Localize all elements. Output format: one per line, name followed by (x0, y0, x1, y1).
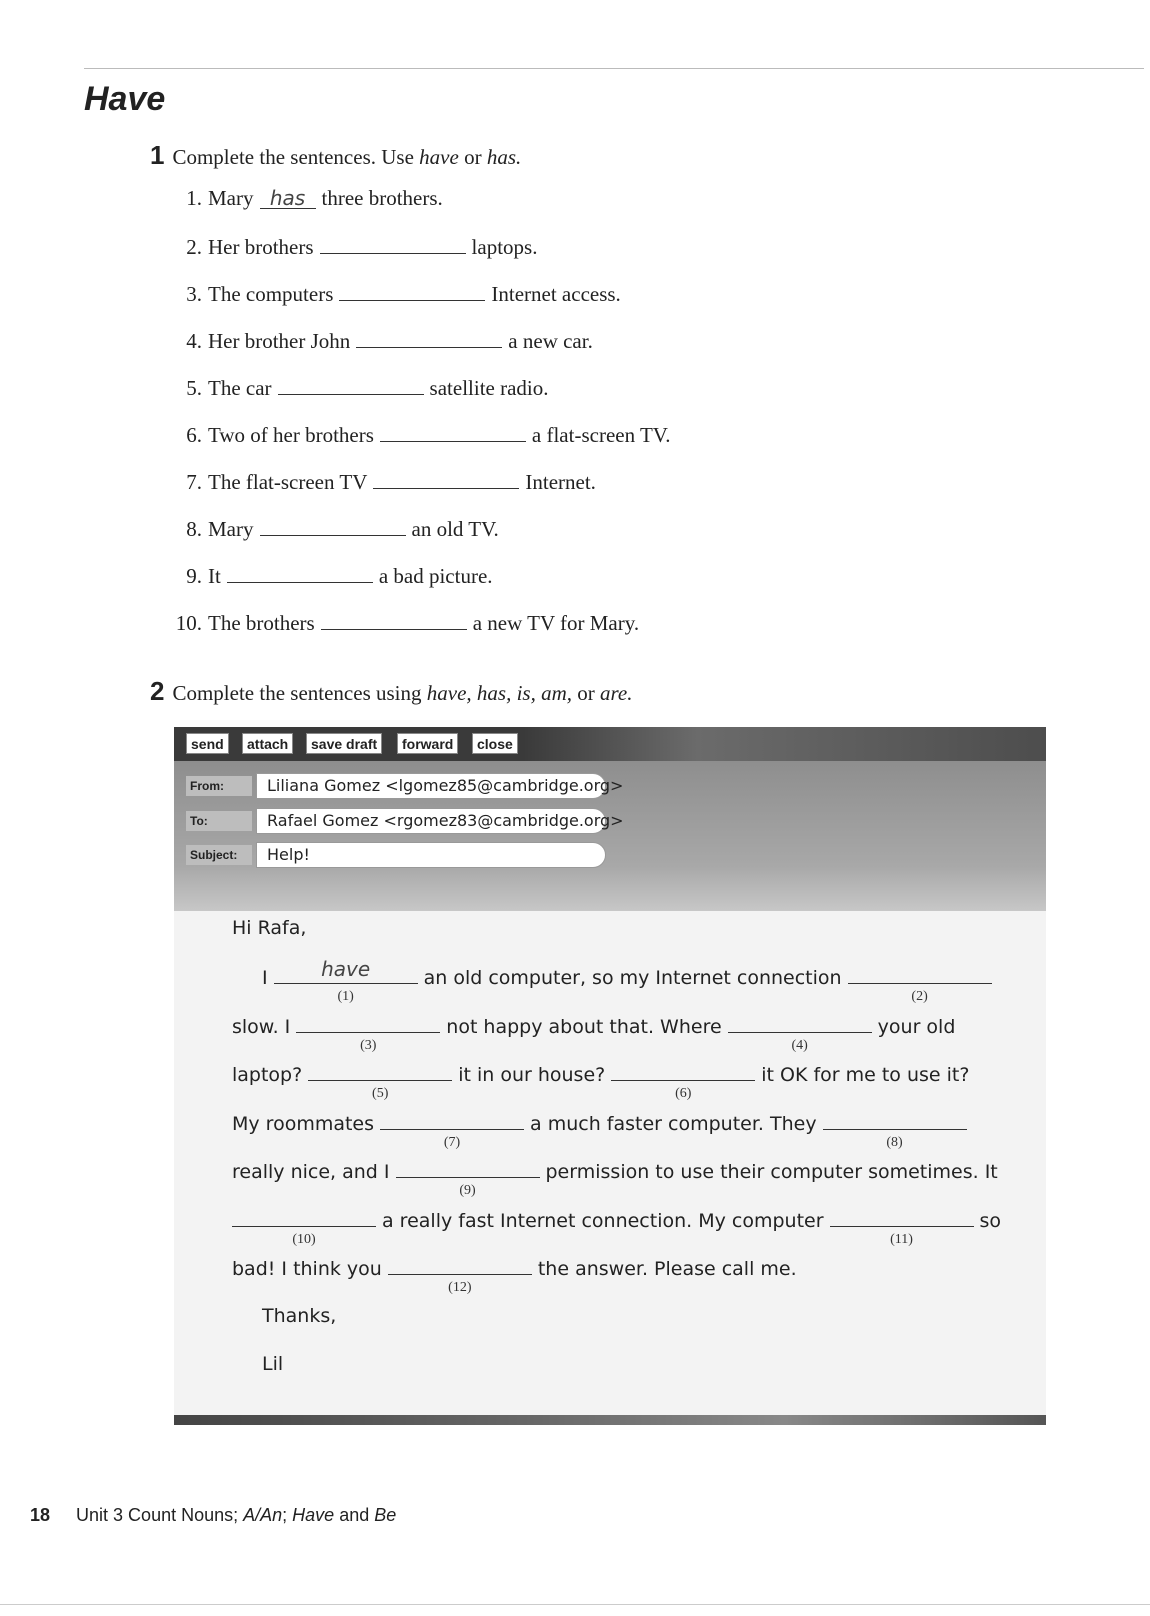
item-text: Her brother John (208, 329, 351, 353)
body-text: the answer. Please call me. (537, 1258, 797, 1280)
blank-label: (11) (890, 1232, 913, 1247)
body-line-5 (232, 1159, 998, 1198)
body-text: bad! I think you (232, 1258, 382, 1280)
item-text: The car (208, 376, 272, 400)
item-text: Mary (208, 186, 254, 210)
body-line-3 (232, 1062, 970, 1101)
item-text: satellite radio. (429, 376, 549, 400)
top-rule (84, 68, 1144, 69)
blank-label: (4) (791, 1038, 808, 1053)
blank-label: (12) (448, 1280, 472, 1295)
list-item (168, 233, 671, 280)
list-item (168, 515, 671, 562)
to-field[interactable]: Rafael Gomez <rgomez83@cambridge.org> (256, 808, 606, 834)
exercise-number: 2 (150, 676, 165, 706)
answer-blank[interactable] (728, 1014, 872, 1053)
item-number: 3. (186, 282, 202, 306)
closing: Thanks, (262, 1305, 337, 1327)
list-item (168, 609, 671, 656)
subject-label: Subject: (186, 845, 252, 865)
page-number: 18 (30, 1505, 51, 1525)
body-text: a really fast Internet connection. My computer (382, 1210, 824, 1232)
item-text: a flat-screen TV. (531, 423, 671, 447)
email-window (174, 727, 1046, 1425)
exercise-2-instruction (150, 676, 632, 707)
exercise-number: 1 (150, 140, 165, 170)
unit-title-italic: Be (374, 1505, 397, 1525)
exercise-1-list (168, 186, 671, 656)
blank-label: (1) (337, 989, 354, 1004)
body-text: your old (877, 1016, 956, 1038)
instruction-word-have: have (419, 145, 459, 169)
list-item (168, 280, 671, 327)
item-text: an old TV. (411, 517, 499, 541)
answer-blank[interactable] (308, 1062, 452, 1101)
unit-title-italic: A/An (243, 1505, 283, 1525)
close-button[interactable]: close (472, 733, 518, 754)
email-toolbar (174, 727, 1046, 761)
answer-blank[interactable] (380, 1111, 524, 1150)
answer-blank[interactable] (227, 562, 373, 583)
item-number: 5. (186, 376, 202, 400)
item-text: The computers (208, 282, 334, 306)
instruction-word-has: has. (486, 145, 522, 169)
body-line-1 (262, 957, 998, 1004)
item-number: 2. (186, 235, 202, 259)
item-text: Internet access. (491, 282, 621, 306)
signature: Lil (262, 1353, 284, 1375)
attach-button[interactable]: attach (242, 733, 293, 754)
body-text: it in our house? (458, 1064, 606, 1086)
item-text: three brothers. (321, 186, 443, 210)
body-text: really nice, and I (232, 1161, 390, 1183)
answer-blank[interactable] (339, 280, 485, 301)
unit-title-italic: Have (292, 1505, 335, 1525)
answer-blank[interactable] (823, 1111, 967, 1150)
item-number: 9. (186, 564, 202, 588)
item-text: Her brothers (208, 235, 314, 259)
to-label: To: (186, 811, 252, 831)
answer-blank[interactable] (830, 1208, 974, 1247)
answer-blank[interactable] (274, 957, 418, 1004)
body-text: My roommates (232, 1113, 375, 1135)
instruction-text: Complete the sentences using (172, 681, 427, 705)
item-text: Two of her brothers (208, 423, 374, 447)
greeting: Hi Rafa, (232, 917, 307, 939)
instruction-words: have, has, is, am, (426, 681, 572, 705)
unit-title: and (334, 1505, 375, 1525)
body-text: laptop? (232, 1064, 303, 1086)
answer-blank[interactable] (296, 1014, 440, 1053)
answer-blank[interactable] (278, 374, 424, 395)
list-item (168, 186, 671, 233)
body-text: permission to use their computer sometimes. It (545, 1161, 998, 1183)
answer-blank[interactable] (388, 1256, 532, 1295)
item-number: 1. (186, 186, 202, 210)
item-number: 10. (175, 611, 202, 635)
answer-blank[interactable] (396, 1159, 540, 1198)
body-text: I (262, 967, 268, 989)
instruction-word-are: are. (600, 681, 633, 705)
answer-blank[interactable] (232, 1208, 376, 1247)
body-line-2 (232, 1014, 956, 1053)
unit-title: Unit 3 Count Nouns; (76, 1505, 244, 1525)
page-footer (30, 1505, 396, 1526)
item-text: Internet. (525, 470, 596, 494)
blank-label: (7) (443, 1135, 461, 1150)
bottom-rule (0, 1604, 1150, 1605)
unit-title: ; (282, 1505, 293, 1525)
subject-field[interactable]: Help! (256, 842, 606, 868)
forward-button[interactable]: forward (397, 733, 458, 754)
from-label: From: (186, 776, 252, 796)
instruction-text: or (458, 145, 487, 169)
body-text: not happy about that. Where (446, 1016, 722, 1038)
list-item (168, 421, 671, 468)
from-field[interactable]: Liliana Gomez <lgomez85@cambridge.org> (256, 773, 606, 799)
list-item (168, 374, 671, 421)
item-text: laptops. (471, 235, 538, 259)
body-text: it OK for me to use it? (761, 1064, 970, 1086)
body-line-7 (232, 1256, 797, 1295)
blank-label: (2) (911, 989, 928, 1004)
email-header (174, 761, 1046, 911)
item-number: 6. (186, 423, 202, 447)
answer-text: have (321, 957, 371, 981)
answer-blank[interactable] (380, 421, 526, 442)
item-text: a new TV for Mary. (472, 611, 640, 635)
list-item (168, 562, 671, 609)
blank-label: (3) (360, 1038, 377, 1053)
answer-blank[interactable] (356, 327, 502, 348)
item-text: The flat-screen TV (208, 470, 368, 494)
instruction-text: Complete the sentences. Use (172, 145, 420, 169)
item-number: 7. (186, 470, 202, 494)
item-text: The brothers (208, 611, 315, 635)
body-text: an old computer, so my Internet connection (423, 967, 842, 989)
save-draft-button[interactable]: save draft (306, 733, 382, 754)
send-button[interactable]: send (186, 733, 229, 754)
item-number: 8. (186, 517, 202, 541)
body-text: slow. I (232, 1016, 291, 1038)
item-text: Mary (208, 517, 254, 541)
page-title: Have (84, 80, 166, 118)
answer-blank[interactable] (260, 515, 406, 536)
item-text: a bad picture. (378, 564, 493, 588)
body-line-6 (232, 1208, 1002, 1247)
body-line-4 (232, 1111, 973, 1150)
blank-label: (8) (886, 1135, 903, 1150)
blank-label: (10) (292, 1232, 316, 1247)
item-text: a new car. (508, 329, 593, 353)
blank-label: (5) (372, 1086, 389, 1101)
item-number: 4. (186, 329, 202, 353)
blank-label: (9) (459, 1183, 476, 1198)
answer-blank[interactable] (320, 233, 466, 254)
item-text: It (208, 564, 221, 588)
list-item (168, 468, 671, 515)
answer-blank[interactable]: has (260, 188, 316, 209)
instruction-text: or (572, 681, 600, 705)
body-text: so (979, 1210, 1002, 1232)
list-item (168, 327, 671, 374)
body-text: a much faster computer. They (530, 1113, 817, 1135)
exercise-1-instruction (150, 140, 521, 171)
blank-label: (6) (675, 1086, 692, 1101)
answer-blank[interactable] (373, 468, 519, 489)
email-bottom-bar (174, 1415, 1046, 1425)
answer-blank[interactable] (611, 1062, 755, 1101)
answer-blank[interactable] (321, 609, 467, 630)
answer-blank[interactable] (848, 965, 992, 1004)
